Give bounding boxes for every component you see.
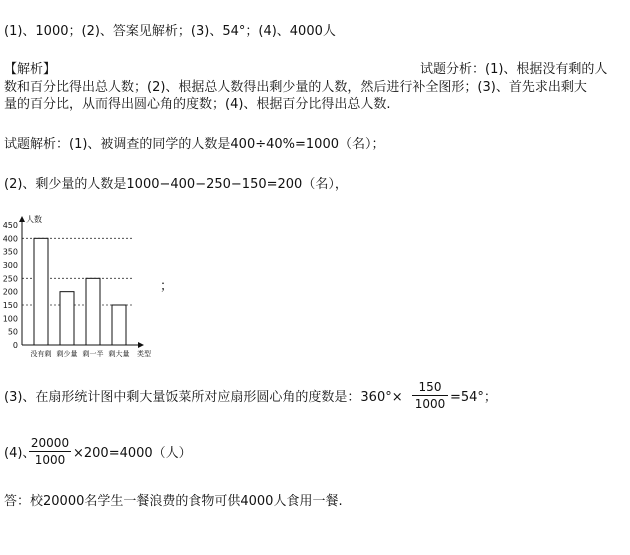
part4-fraction-bar xyxy=(29,451,71,452)
answers-line: (1)、1000；(2)、答案见解析；(3)、54°；(4)、4000人 xyxy=(4,24,336,39)
y-tick-label: 300 xyxy=(2,261,18,270)
part3-numerator: 150 xyxy=(418,380,442,394)
analysis-line-2: 数和百分比得出总人数；(2)、根据总人数得出剩少量的人数，然后进行补全图形；(3)、首先求出剩大 xyxy=(4,80,587,95)
part4-label: (4)、 xyxy=(4,446,36,461)
part3-fraction-bar xyxy=(412,395,448,396)
y-tick-label: 250 xyxy=(2,274,18,284)
x-tick-label: 剩大量 xyxy=(108,350,130,358)
x-tick-label: 剩一半 xyxy=(82,350,104,358)
x-axis-arrow xyxy=(138,342,144,348)
part4-result: ×200=4000（人） xyxy=(73,446,192,461)
y-tick-label: 400 xyxy=(2,234,18,244)
x-axis-label: 类型 xyxy=(137,350,151,358)
y-axis-label: 人数 xyxy=(26,215,42,224)
part3-result: =54°； xyxy=(450,390,497,405)
part3-denominator: 1000 xyxy=(414,397,446,411)
bar-chart xyxy=(0,212,170,362)
analysis-tag: 【解析】 xyxy=(4,62,57,77)
conclusion: 答：校20000名学生一餐浪费的食物可供4000人食用一餐. xyxy=(4,494,343,509)
analysis-line-1: 试题分析：(1)、根据没有剩的人 xyxy=(420,62,608,77)
y-tick-label: 350 xyxy=(2,247,18,257)
part4-fraction xyxy=(29,436,71,467)
part3-fraction xyxy=(412,380,448,411)
solution-line-2: (2)、剩少量的人数是1000−400−250−150=200（名）， xyxy=(4,177,348,192)
y-tick-label: 0 xyxy=(12,341,18,350)
after-chart-semicolon: ； xyxy=(160,279,174,294)
x-tick-label: 剩少量 xyxy=(56,350,78,358)
part4-numerator: 20000 xyxy=(30,436,70,450)
y-axis-arrow xyxy=(19,216,25,222)
bar xyxy=(60,292,74,345)
bar xyxy=(112,305,126,345)
solution-line-1: 试题解析：(1)、被调查的同学的人数是400÷40%=1000（名）； xyxy=(4,137,385,152)
y-tick-label: 100 xyxy=(2,314,18,324)
y-tick-label: 50 xyxy=(7,327,18,337)
bar xyxy=(34,238,48,345)
bar xyxy=(86,278,100,345)
y-tick-label: 200 xyxy=(2,287,18,297)
part3-text: (3)、在扇形统计图中剩大量饭菜所对应扇形圆心角的度数是：360°× xyxy=(4,390,403,405)
y-tick-label: 450 xyxy=(2,221,18,230)
y-tick-label: 150 xyxy=(2,301,18,310)
analysis-line-3: 量的百分比，从而得出圆心角的度数；(4)、根据百分比得出总人数. xyxy=(4,97,391,112)
x-tick-label: 没有剩 xyxy=(30,350,52,358)
part4-denominator: 1000 xyxy=(34,453,66,467)
